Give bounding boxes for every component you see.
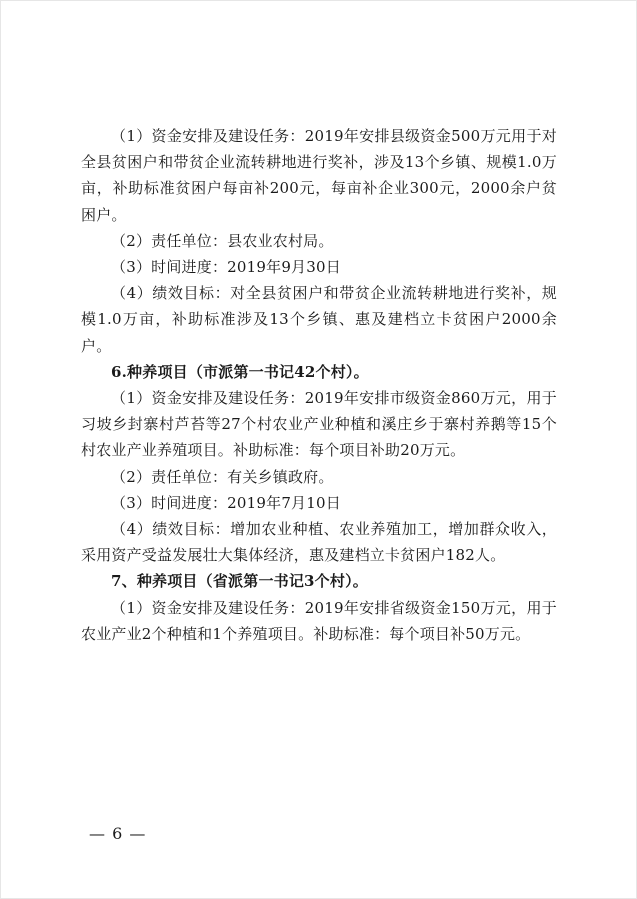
paragraph-schedule-county: （3）时间进度：2019年9月30日 xyxy=(111,258,341,277)
paragraph-performance-county: （4）绩效目标：对全县贫困户和带贫企业流转耕地进行奖补，规模1.0万亩，补助标准涉及13个乡镇、惠及建档立卡贫困户2000余户。 xyxy=(81,284,557,355)
heading-project-6: 6.种养项目（市派第一书记42个村）。 xyxy=(111,362,369,381)
paragraph-responsible-unit-city: （2）责任单位：有关乡镇政府。 xyxy=(111,467,334,486)
heading-project-7: 7、种养项目（省派第一书记3个村）。 xyxy=(111,572,368,591)
paragraph-funding-city: （1）资金安排及建设任务：2019年安排市级资金860万元，用于习坡乡封寨村芦苔等27个村农业产业种植和溪庄乡于寨村养鹅等15个村农业产业养殖项目。补助标准：每个项目补助20万元。 xyxy=(81,389,557,460)
paragraph-schedule-city: （3）时间进度：2019年7月10日 xyxy=(111,493,341,512)
paragraph-performance-city: （4）绩效目标：增加农业种植、农业养殖加工，增加群众收入，采用资产受益发展壮大集体经济，惠及建档立卡贫困户182人。 xyxy=(81,520,557,565)
document-body xyxy=(81,123,557,647)
page-number: — 6 — xyxy=(89,824,147,843)
paragraph-responsible-unit-county: （2）责任单位：县农业农村局。 xyxy=(111,231,334,250)
paragraph-funding-province: （1）资金安排及建设任务：2019年安排省级资金150万元，用于农业产业2个种植和1个养殖项目。补助标准：每个项目补50万元。 xyxy=(81,598,557,643)
paragraph-funding-county: （1）资金安排及建设任务：2019年安排县级资金500万元用于对全县贫困户和带贫企业流转耕地进行奖补，涉及13个乡镇、规模1.0万亩，补助标准贫困户每亩补200元，每亩补企业300元，2000余户贫困户。 xyxy=(81,127,557,224)
